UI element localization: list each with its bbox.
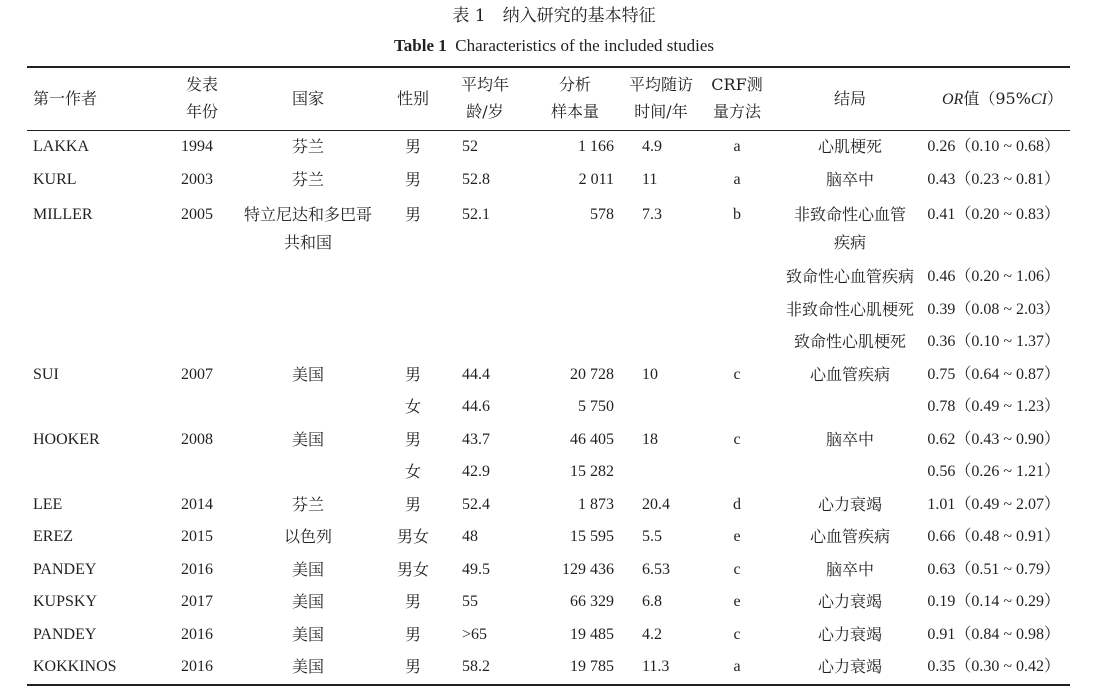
header-or	[942, 86, 1063, 113]
header-or-close: ）	[1046, 89, 1063, 108]
cell-country: 美国	[291, 430, 324, 449]
cell-fu: 4.2	[642, 626, 662, 643]
cell-age: 55	[462, 593, 478, 610]
cell-year: 2003	[181, 171, 213, 188]
cell-outcome: 心力衰竭	[817, 592, 882, 611]
cell-country: 芬兰	[291, 495, 324, 514]
cell-author: SUI	[33, 366, 59, 383]
cell-author: PANDEY	[33, 561, 97, 578]
cell-fu: 6.53	[642, 561, 670, 578]
cell-or: 0.26（0.10 ~ 0.68）	[927, 138, 1060, 155]
cell-year: 2014	[181, 496, 213, 513]
cell-author: LEE	[33, 496, 63, 513]
cell-author: MILLER	[33, 206, 93, 223]
cell-sex: 男	[404, 495, 421, 514]
header-followup-line1: 平均随访	[628, 75, 693, 94]
cell-country-line2: 共和国	[283, 233, 332, 252]
cell-fu: 6.8	[642, 593, 662, 610]
cell-sex: 男	[404, 657, 421, 676]
cell-n: 2 011	[578, 171, 614, 188]
cell-sex: 男女	[396, 560, 429, 579]
cell-author: EREZ	[33, 528, 73, 545]
cell-fu: 4.9	[642, 138, 662, 155]
cell-year: 1994	[181, 138, 213, 155]
cell-outcome: 脑卒中	[825, 560, 874, 579]
cell-n: 1 873	[578, 496, 614, 513]
table-caption-cn: 表 1 纳入研究的基本特征	[452, 6, 656, 26]
cell-n: 129 436	[562, 561, 614, 578]
cell-outcome: 心力衰竭	[817, 657, 882, 676]
cell-or: 0.35（0.30 ~ 0.42）	[927, 658, 1060, 675]
cell-or: 0.63（0.51 ~ 0.79）	[927, 561, 1060, 578]
cell-sex: 男	[404, 625, 421, 644]
header-author: 第一作者	[33, 89, 98, 108]
cell-outcome: 致命性心肌梗死	[793, 332, 906, 351]
cell-n: 15 595	[570, 528, 614, 545]
table-number: Table 1	[394, 36, 447, 55]
cell-or: 0.19（0.14 ~ 0.29）	[927, 593, 1060, 610]
cell-outcome: 心血管疾病	[809, 365, 890, 384]
cell-or: 1.01（0.49 ~ 2.07）	[927, 496, 1060, 513]
cell-sex: 男	[404, 430, 421, 449]
cell-fu: 7.3	[642, 206, 662, 223]
cell-fu: 11	[642, 171, 658, 188]
cell-sex: 男	[404, 365, 421, 384]
table-header-rule	[27, 130, 1070, 131]
cell-fu: 10	[642, 366, 658, 383]
cell-crf: e	[733, 528, 741, 545]
cell-year: 2007	[181, 366, 213, 383]
header-crf-line1: CRF测	[711, 75, 763, 94]
table-title-en: Characteristics of the included studies	[455, 36, 714, 55]
cell-year: 2008	[181, 431, 213, 448]
cell-country: 美国	[291, 560, 324, 579]
cell-age: 48	[462, 528, 478, 545]
cell-n: 46 405	[570, 431, 614, 448]
cell-outcome: 心血管疾病	[809, 527, 890, 546]
cell-country: 美国	[291, 365, 324, 384]
cell-author: KURL	[33, 171, 77, 188]
cell-sex: 女	[404, 397, 421, 416]
cell-fu: 20.4	[642, 496, 670, 513]
table-bottom-rule	[27, 684, 1070, 686]
cell-outcome: 脑卒中	[825, 170, 874, 189]
cell-sex: 男女	[396, 527, 429, 546]
cell-or: 0.36（0.10 ~ 1.37）	[927, 333, 1060, 350]
cell-sex: 男	[404, 205, 421, 224]
cell-year: 2005	[181, 206, 213, 223]
cell-year: 2016	[181, 658, 213, 675]
cell-or: 0.62（0.43 ~ 0.90）	[927, 431, 1060, 448]
cell-year: 2016	[181, 561, 213, 578]
cell-country: 以色列	[283, 527, 332, 546]
cell-country: 美国	[291, 592, 324, 611]
cell-crf: a	[733, 658, 741, 675]
header-year-line1: 发表	[185, 75, 218, 94]
header-followup-line2: 时间/年	[634, 102, 688, 121]
cell-fu: 5.5	[642, 528, 662, 545]
cell-year: 2017	[181, 593, 213, 610]
header-sample-line2: 样本量	[550, 102, 599, 121]
cell-age: 52.8	[462, 171, 490, 188]
cell-age: 44.6	[462, 398, 490, 415]
cell-or: 0.56（0.26 ~ 1.21）	[927, 463, 1060, 480]
cell-country: 芬兰	[291, 137, 324, 156]
cell-n: 1 166	[578, 138, 614, 155]
cell-or: 0.66（0.48 ~ 0.91）	[927, 528, 1060, 545]
header-outcome: 结局	[833, 89, 866, 108]
cell-fu: 11.3	[642, 658, 670, 675]
cell-or: 0.43（0.23 ~ 0.81）	[927, 171, 1060, 188]
cell-year: 2015	[181, 528, 213, 545]
cell-crf: b	[733, 206, 741, 223]
cell-outcome: 非致命性心血管	[793, 205, 906, 224]
cell-age: 52.4	[462, 496, 490, 513]
cell-outcome: 心肌梗死	[817, 137, 882, 156]
cell-age: 43.7	[462, 431, 490, 448]
cell-or: 0.75（0.64 ~ 0.87）	[927, 366, 1060, 383]
header-sample-line1: 分析	[558, 75, 591, 94]
cell-outcome: 心力衰竭	[817, 495, 882, 514]
header-ci-symbol: CI	[1030, 91, 1047, 108]
cell-country: 特立尼达和多巴哥	[243, 205, 372, 224]
cell-or: 0.78（0.49 ~ 1.23）	[927, 398, 1060, 415]
cell-n: 15 282	[570, 463, 614, 480]
header-country: 国家	[291, 89, 324, 108]
cell-age: 44.4	[462, 366, 490, 383]
cell-age: >65	[462, 626, 488, 643]
cell-n: 5 750	[578, 398, 614, 415]
cell-crf: c	[733, 366, 741, 383]
cell-outcome: 脑卒中	[825, 430, 874, 449]
header-year-line2: 年份	[185, 102, 218, 121]
cell-age: 42.9	[462, 463, 490, 480]
cell-author: PANDEY	[33, 626, 97, 643]
cell-n: 19 485	[570, 626, 614, 643]
cell-outcome-line2: 疾病	[833, 233, 866, 252]
cell-or: 0.46（0.20 ~ 1.06）	[927, 268, 1060, 285]
cell-year: 2016	[181, 626, 213, 643]
cell-or: 0.41（0.20 ~ 0.83）	[927, 206, 1060, 223]
cell-author: LAKKA	[33, 138, 89, 155]
cell-crf: c	[733, 431, 741, 448]
cell-crf: d	[733, 496, 741, 513]
header-crf-line2: 量方法	[712, 102, 761, 121]
cell-sex: 女	[404, 462, 421, 481]
cell-n: 20 728	[570, 366, 614, 383]
table-top-rule	[27, 66, 1070, 68]
cell-sex: 男	[404, 170, 421, 189]
cell-author: KOKKINOS	[33, 658, 117, 675]
cell-n: 578	[590, 206, 614, 223]
cell-outcome: 非致命性心肌梗死	[785, 300, 914, 319]
cell-outcome: 致命性心血管疾病	[785, 267, 914, 286]
cell-crf: a	[733, 171, 741, 188]
cell-age: 49.5	[462, 561, 490, 578]
cell-country: 美国	[291, 657, 324, 676]
cell-n: 66 329	[570, 593, 614, 610]
cell-country: 芬兰	[291, 170, 324, 189]
cell-age: 58.2	[462, 658, 490, 675]
header-or-label: 值（95%	[963, 89, 1031, 108]
cell-crf: a	[733, 138, 741, 155]
cell-crf: c	[733, 626, 741, 643]
cell-author: KUPSKY	[33, 593, 98, 610]
header-or-symbol: OR	[942, 91, 964, 108]
cell-age: 52	[462, 138, 478, 155]
cell-or: 0.39（0.08 ~ 2.03）	[927, 301, 1060, 318]
cell-sex: 男	[404, 592, 421, 611]
cell-outcome: 心力衰竭	[817, 625, 882, 644]
cell-country: 美国	[291, 625, 324, 644]
cell-fu: 18	[642, 431, 658, 448]
cell-or: 0.91（0.84 ~ 0.98）	[927, 626, 1060, 643]
table-caption-en	[0, 35, 1108, 57]
header-sex: 性别	[396, 89, 429, 108]
cell-n: 19 785	[570, 658, 614, 675]
header-age-line1: 平均年	[460, 75, 509, 94]
header-age-line2: 龄/岁	[466, 102, 504, 121]
cell-crf: c	[733, 561, 741, 578]
cell-age: 52.1	[462, 206, 490, 223]
cell-author: HOOKER	[33, 431, 100, 448]
cell-sex: 男	[404, 137, 421, 156]
cell-crf: e	[733, 593, 741, 610]
